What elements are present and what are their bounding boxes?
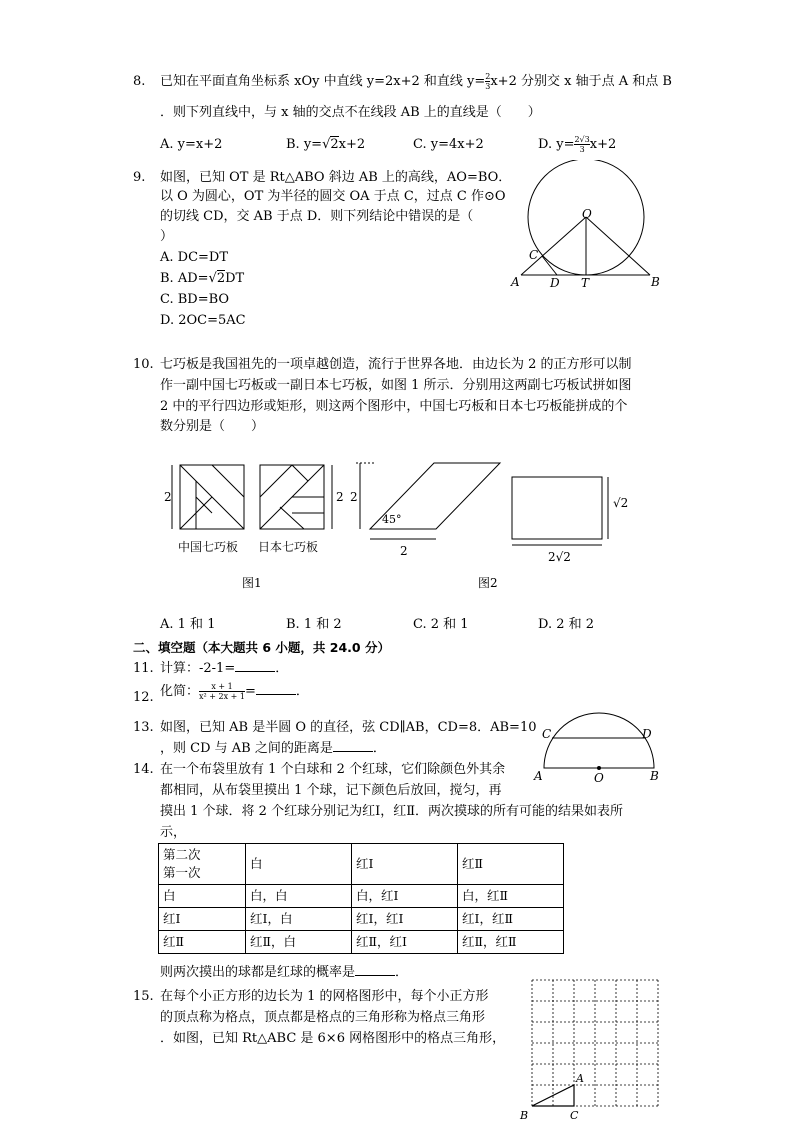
japanese-tangram xyxy=(260,465,324,529)
q13-line1: 如图，已知 AB 是半圆 O 的直径，弦 CD∥AB，CD=8．AB=10 xyxy=(160,720,537,735)
q13-number: 13. xyxy=(133,720,154,735)
q9-label-o: O xyxy=(582,207,592,221)
table-corner-cell: 第二次 第一次 xyxy=(159,844,246,885)
q8-line1: 已知在平面直角坐标系 xOy 中直线 y=2x+2 和直线 y= $\frac{2}{3}$ x+2 分别交 x 轴于点 A 和点 B xyxy=(160,72,672,91)
q8-option-d: D. y= $\frac{2√3}{3}$ x+2 xyxy=(538,135,617,154)
q10-line1: 七巧板是我国祖先的一项卓越创造，流行于世界各地．由边长为 2 的正方形可以制 xyxy=(160,357,632,372)
q8-fraction: $\frac{2}{3}$ xyxy=(485,72,491,91)
q9-label-c: C xyxy=(529,248,539,262)
q15-number: 15. xyxy=(133,989,154,1004)
q8-line2: ．则下列直线中，与 x 轴的交点不在线段 AB 上的直线是（ ） xyxy=(160,105,541,120)
q14-line1: 在一个布袋里放有 1 个白球和 2 个红球，它们除颜色外其余 xyxy=(160,762,506,777)
q10-line2: 作一副中国七巧板或一副日本七巧板，如图 1 所示．分别用这两副七巧板试拼如图 xyxy=(160,378,632,393)
table-cell: 白，红Ⅱ xyxy=(458,885,564,908)
q14-line4: 示， xyxy=(160,825,187,840)
q15-line3: ．如图，已知 Rt△ABC 是 6×6 网格图形中的格点三角形， xyxy=(160,1031,506,1046)
section-fill-in-title: 二、填空题（本大题共 6 小题，共 24.0 分） xyxy=(133,640,390,655)
q9-option-c: C. BD=BO xyxy=(160,292,230,307)
jp-dim-label: 2 xyxy=(336,490,344,504)
q13-answer-blank[interactable] xyxy=(333,739,373,752)
q13-line2: ，则 CD 与 AB 之间的距离是 ． xyxy=(160,741,386,756)
rect-width-label: 2√2 xyxy=(548,550,571,564)
q15-label-b: B xyxy=(520,1109,529,1122)
q9-number: 9. xyxy=(133,170,146,185)
q9-line1: 如图，已知 OT 是 Rt△ABO 斜边 AB 上的高线，AO=BO． xyxy=(160,170,512,185)
q8-option-a: A. y=x+2 xyxy=(160,137,223,152)
q14-answer-blank[interactable] xyxy=(355,963,395,976)
q9-line2: 以 O 为圆心，OT 为半径的圆交 OA 于点 C，过点 C 作⊙O xyxy=(160,189,506,204)
table-header-cell: 红Ⅰ xyxy=(352,844,458,885)
q13-label-a: A xyxy=(534,769,543,783)
table-row xyxy=(159,885,564,908)
rectangle xyxy=(512,477,602,539)
q10-option-d: D. 2 和 2 xyxy=(538,617,595,632)
table-cell: 红Ⅰ，红Ⅰ xyxy=(352,908,458,931)
q8-option-b: B. y=√2x+2 xyxy=(286,137,366,152)
q15-line1: 在每个小正方形的边长为 1 的网格图形中，每个小正方形 xyxy=(160,989,489,1004)
table-header-cell: 白 xyxy=(246,844,352,885)
q14-question: 则两次摸出的球都是红球的概率是 ． xyxy=(160,965,409,980)
q15-label-c: C xyxy=(570,1109,579,1122)
para-angle-label: 45° xyxy=(382,513,402,526)
q13-label-o: O xyxy=(594,771,604,784)
para-height-label: 2 xyxy=(350,490,358,504)
q15-label-a: A xyxy=(576,1072,584,1085)
q9-line4: ） xyxy=(160,229,174,244)
table-cell: 红Ⅱ，红Ⅱ xyxy=(458,931,564,954)
para-width-label: 2 xyxy=(400,544,408,558)
q15-grid-figure xyxy=(516,976,666,1123)
q12-number: 12. xyxy=(133,690,154,705)
q9-line-bo xyxy=(586,217,650,275)
dotted-grid xyxy=(532,980,658,1106)
table-cell: 红Ⅱ，红Ⅰ xyxy=(352,931,458,954)
semicircle xyxy=(544,713,654,768)
table-cell: 白，白 xyxy=(246,885,352,908)
table-cell: 红Ⅱ xyxy=(159,931,246,954)
table-cell: 白 xyxy=(159,885,246,908)
q12-text: 化简： $\frac{x + 1}{\text{x² + 2x + 1}}$ = ． xyxy=(160,682,309,701)
q11-answer-blank[interactable] xyxy=(235,659,275,672)
fig1-caption: 图1 xyxy=(242,576,262,590)
q13-figure xyxy=(532,712,662,784)
q15-line2: 的顶点称为格点，顶点都是格点的三角形称为格点三角形 xyxy=(160,1010,486,1025)
label-chinese-tangram: 中国七巧板 xyxy=(178,540,239,554)
table-cell: 红Ⅱ，白 xyxy=(246,931,352,954)
q12-fraction: $\frac{x + 1}{\text{x² + 2x + 1}}$ xyxy=(199,682,246,701)
cn-dim-label: 2 xyxy=(164,490,172,504)
q13-label-c: C xyxy=(542,727,552,741)
q9-label-a: A xyxy=(511,275,520,289)
fig2-caption: 图2 xyxy=(478,576,498,590)
table-cell: 红Ⅰ，白 xyxy=(246,908,352,931)
table-cell: 红Ⅰ xyxy=(159,908,246,931)
table-header-row xyxy=(159,844,564,885)
q10-option-c: C. 2 和 1 xyxy=(413,617,469,632)
q13-label-b: B xyxy=(650,769,659,783)
label-japanese-tangram: 日本七巧板 xyxy=(258,540,319,554)
q9-line-ao xyxy=(521,217,586,275)
q9-label-b: B xyxy=(651,275,660,289)
q10-option-b: B. 1 和 2 xyxy=(286,617,342,632)
table-header-cell: 红Ⅱ xyxy=(458,844,564,885)
q9-option-d: D. 2OC=5AC xyxy=(160,313,246,328)
q8-option-c: C. y=4x+2 xyxy=(413,137,484,152)
q10-line4: 数分别是（ ） xyxy=(160,419,265,434)
q12-answer-blank[interactable] xyxy=(256,682,296,695)
q9-label-d: D xyxy=(550,276,560,290)
q9-figure xyxy=(505,160,670,295)
q9-option-a: A. DC=DT xyxy=(160,250,229,265)
q10-figures xyxy=(160,455,650,595)
q9-line3: 的切线 CD，交 AB 于点 D．则下列结论中错误的是（ xyxy=(160,209,474,224)
chinese-tangram xyxy=(180,465,244,529)
table-cell: 红Ⅰ，红Ⅱ xyxy=(458,908,564,931)
q14-line3: 摸出 1 个球．将 2 个红球分别记为红Ⅰ，红Ⅱ．两次摸球的所有可能的结果如表所 xyxy=(160,804,624,819)
q11-number: 11. xyxy=(133,661,154,676)
table-cell: 白，红Ⅰ xyxy=(352,885,458,908)
q14-table xyxy=(158,843,564,954)
q11-text: 计算：-2-1= ． xyxy=(160,661,289,676)
q9-option-b: B. AD=√2DT xyxy=(160,271,245,286)
q10-line3: 2 中的平行四边形或矩形，则这两个图形中，中国七巧板和日本七巧板能拼成的个 xyxy=(160,399,628,414)
q8-number: 8. xyxy=(133,74,146,89)
table-row xyxy=(159,931,564,954)
q10-option-a: A. 1 和 1 xyxy=(160,617,216,632)
q9-label-t: T xyxy=(581,276,590,290)
q14-line2: 都相同，从布袋里摸出 1 个球，记下颜色后放回，搅匀，再 xyxy=(160,783,502,798)
rect-height-label: √2 xyxy=(613,496,629,510)
table-row xyxy=(159,908,564,931)
q10-number: 10. xyxy=(133,357,154,372)
q14-number: 14. xyxy=(133,762,154,777)
center-o xyxy=(597,766,601,770)
q13-label-d: D xyxy=(642,727,652,741)
